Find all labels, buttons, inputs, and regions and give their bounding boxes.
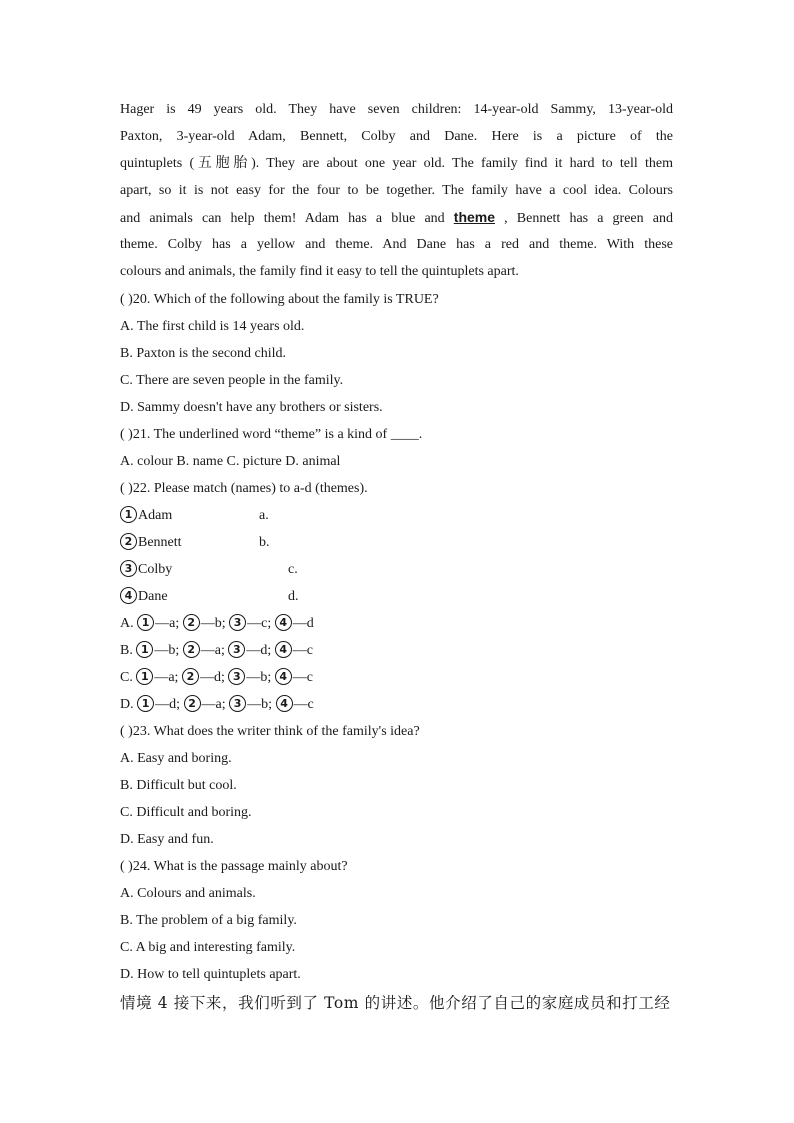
question-24-stem: ( )24. What is the passage mainly about? [120, 859, 348, 874]
passage-line: apart, so it is not easy for the four to be together. The family have a cool idea. Colours [120, 183, 673, 198]
question-20-option-c: C. There are seven people in the family. [120, 373, 344, 388]
match-theme-letter: c. [288, 562, 298, 577]
question-22-option-b: B. 1 —b; 2 —a; 3 —d; 4 —c [120, 643, 313, 658]
question-24-option-a: A. Colours and animals. [120, 886, 256, 901]
reading-passage [120, 96, 673, 285]
match-theme-letter: a. [259, 508, 269, 523]
question-24-option-c: C. A big and interesting family. [120, 940, 296, 955]
question-20-option-d: D. Sammy doesn't have any brothers or sisters. [120, 400, 383, 415]
match-name-row: 1 Adam [120, 506, 172, 526]
match-theme-letter: b. [259, 535, 270, 550]
passage-line: quintuplets (五胞胎). They are about one year old. The family find it hard to tell them [120, 156, 673, 171]
scenario-heading: 情境 4 接下来，我们听到了 Tom 的讲述。他介绍了自己的家庭成员和打工经 [120, 994, 671, 1012]
match-theme-letter: d. [288, 589, 299, 604]
underlined-word: theme [453, 209, 496, 225]
circled-number: 1 [120, 506, 137, 523]
question-23-option-a: A. Easy and boring. [120, 751, 232, 766]
circled-number: 4 [120, 587, 137, 604]
circled-number: 3 [120, 560, 137, 577]
question-23-option-c: C. Difficult and boring. [120, 805, 252, 820]
match-name-row: 2 Bennett [120, 533, 182, 553]
match-name-row: 3 Colby [120, 560, 172, 580]
passage-line: colours and animals, the family find it easy to tell the quintuplets apart. [120, 264, 519, 279]
question-20-option-a: A. The first child is 14 years old. [120, 319, 305, 334]
question-20-stem: ( )20. Which of the following about the family is TRUE? [120, 292, 439, 307]
question-22-option-a: A. 1 —a; 2 —b; 3 —c; 4 —d [120, 616, 314, 631]
passage-line: theme. Colby has a yellow and theme. And Dane has a red and theme. With these [120, 237, 673, 252]
question-23-option-d: D. Easy and fun. [120, 832, 214, 847]
passage-line: Hager is 49 years old. They have seven children: 14-year-old Sammy, 13-year-old [120, 102, 673, 117]
question-21-options: A. colour B. name C. picture D. animal [120, 454, 341, 469]
circled-number: 2 [120, 533, 137, 550]
question-24-option-d: D. How to tell quintuplets apart. [120, 967, 301, 982]
question-22-option-d: D. 1 —d; 2 —a; 3 —b; 4 —c [120, 697, 314, 712]
question-22-stem: ( )22. Please match (names) to a-d (themes). [120, 481, 368, 496]
question-21-stem: ( )21. The underlined word “theme” is a kind of ____. [120, 427, 423, 442]
question-23-stem: ( )23. What does the writer think of the family's idea? [120, 724, 420, 739]
question-22-option-c: C. 1 —a; 2 —d; 3 —b; 4 —c [120, 670, 313, 685]
match-name-row: 4 Dane [120, 587, 168, 607]
passage-line: and animals can help them! Adam has a blue and theme , Bennett has a green and [120, 209, 673, 226]
question-23-option-b: B. Difficult but cool. [120, 778, 237, 793]
question-20-option-b: B. Paxton is the second child. [120, 346, 287, 361]
question-24-option-b: B. The problem of a big family. [120, 913, 297, 928]
passage-line: Paxton, 3-year-old Adam, Bennett, Colby and Dane. Here is a picture of the [120, 129, 673, 144]
